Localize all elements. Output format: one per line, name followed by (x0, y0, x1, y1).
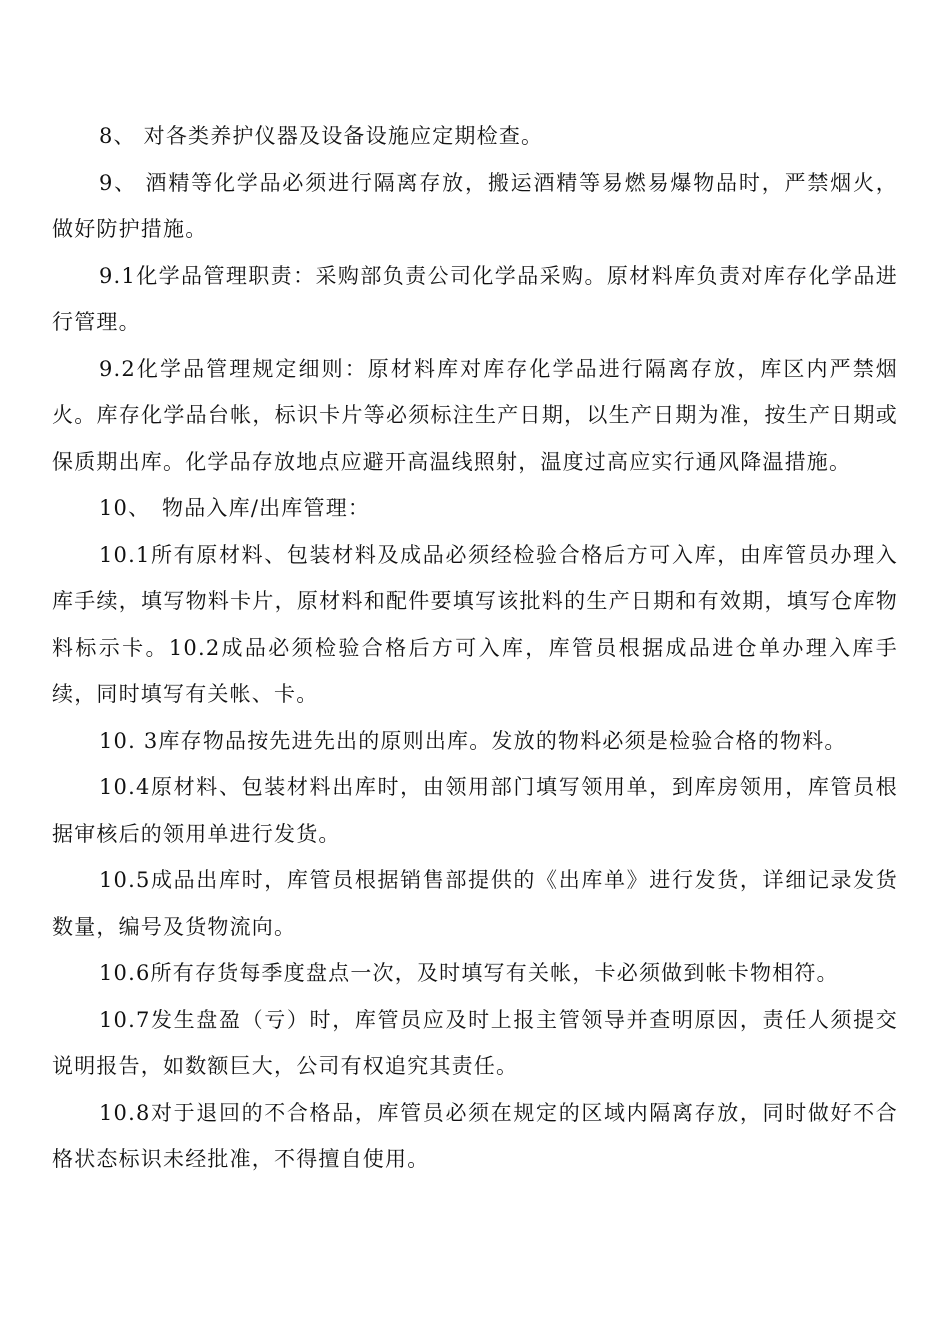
paragraph-10-heading: 10、 物品入库/出库管理： (99, 496, 371, 520)
paragraph-10-6: 10.6所有存货每季度盘点一次，及时填写有关帐，卡必须做到帐卡物相符。 (99, 961, 839, 985)
paragraph-10-8: 10.8对于退回的不合格品，库管员必须在规定的区域内隔离存放，同时做好不合格状态标识未经批准，不得擅自使用。 (52, 1100, 898, 1171)
paragraph-10-3: 10. 3库存物品按先进先出的原则出库。发放的物料必须是检验合格的物料。 (99, 728, 847, 753)
paragraph-10-4: 10.4原材料、包装材料出库时，由领用部门填写领用单，到库房领用，库管员根据审核后的领用单进行发货。 (52, 775, 898, 846)
paragraph-9-1: 9.1化学品管理职责：采购部负责公司化学品采购。原材料库负责对库存化学品进行管理。 (52, 263, 898, 334)
paragraph-9: 9、 酒精等化学品必须进行隔离存放，搬运酒精等易燃易爆物品时，严禁烟火，做好防护措施。 (52, 170, 898, 241)
paragraph-9-2: 9.2化学品管理规定细则：原材料库对库存化学品进行隔离存放，库区内严禁烟火。库存化学品台帐，标识卡片等必须标注生产日期，以生产日期为准，按生产日期或保质期出库。化学品存放地点应避开高温线照射，温度过高应实行通风降温措施。 (52, 356, 898, 474)
paragraph-10-5: 10.5成品出库时，库管员根据销售部提供的《出库单》进行发货，详细记录发货数量，编号及货物流向。 (52, 868, 898, 939)
paragraph-10-1: 10.1所有原材料、包装材料及成品必须经检验合格后方可入库，由库管员办理入库手续，填写物料卡片，原材料和配件要填写该批料的生产日期和有效期，填写仓库物料标示卡。10.2成品必须检验合格后方可入库，库管员根据成品进仓单办理入库手续，同时填写有关帐、卡。 (52, 542, 898, 706)
paragraph-10-7: 10.7发生盘盈（亏）时，库管员应及时上报主管领导并查明原因，责任人须提交说明报告，如数额巨大，公司有权追究其责任。 (52, 1007, 898, 1078)
paragraph-8: 8、 对各类养护仪器及设备设施应定期检查。 (99, 124, 544, 148)
